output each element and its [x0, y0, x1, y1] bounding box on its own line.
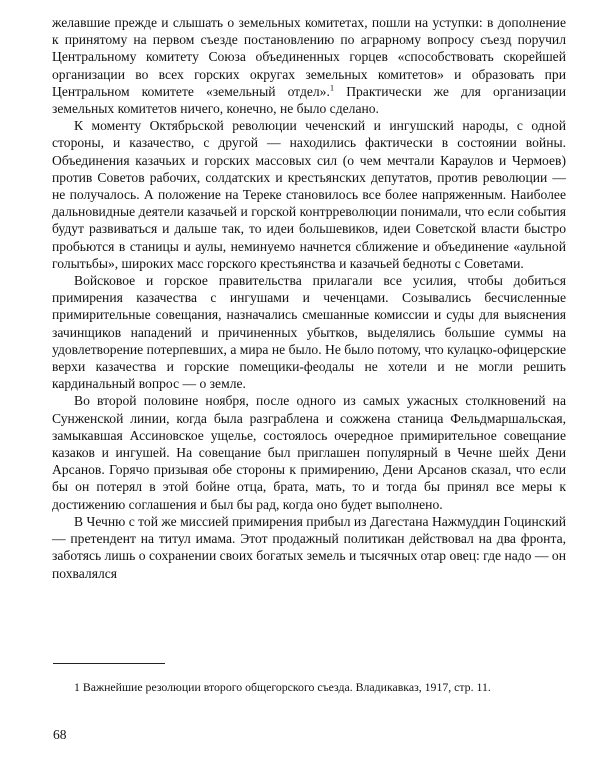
page-number: 68	[53, 727, 67, 742]
paragraph-2: К моменту Октябрьской революции чеченский и ингушский народы, с одной стороны, и казачество, с другой — находились фактически в состоянии войны. Объединения казачьих и горских массовых сил (о чем мечтали Караулов и Чермоев) против Советов рабочих, солдатских и крестьянских депутатов, против революции — не получалось. А положение на Тереке становилось все более напряженным. Наиболее дальновидные деятели казачьей и горской контрреволюции понимали, что если события будут развиваться и дальше так, то идеи большевиков, идеи Советской власти быстро пробьются в станицы и аулы, неминуемо начнется сближение и объединение «аульной голытьбы», широких масс горского крестьянства и казачьей бедноты с Советами.	[52, 118, 566, 271]
footnote-reference: 1	[329, 82, 335, 93]
paragraph-3: Войсковое и горское правительства прилагали все усилия, чтобы добиться примирения казачества с ингушами и чеченцами. Созывались бесчисленные примирительные совещания, назначались смешанные комиссии и суды для выяснения зачинщиков нападений и причиненных убытков, выделялись большие суммы на удовлетворение потерпевших, а мира не было. Не было потому, что кулацко-офицерские верхи казачества и горские помещики-феодалы не хотели и не могли решить кардинальный вопрос — о земле.	[52, 273, 566, 392]
paragraph-5: В Чечню с той же миссией примирения прибыл из Дагестана Нажмуддин Гоцинский — претендент на титул имама. Этот продажный политикан действовал на два фронта, заботясь лишь о сохранении своих богатых земель и тысячных отар овец: где надо — он похвалялся	[52, 513, 566, 581]
paragraph-1-tail: Практически же для организации земельных комитетов ничего, конечно, не было сделано.	[52, 83, 566, 117]
footnote-divider	[53, 663, 165, 664]
paragraph-1-text: желавшие прежде и слышать о земельных комитетах, пошли на уступки: в дополнение к принятому на первом съезде постановлению по аграрному вопросу съезд поручил Центральному комитету Союза объединенных горцев «способствовать скорейшей организации во всех горских округах земельных комитетов» и образовать при Центральном комитете «земельный отдел».	[52, 15, 566, 99]
footnote-mark: 1	[74, 680, 80, 694]
paragraph-1	[52, 14, 566, 117]
footnote	[52, 680, 566, 695]
paragraph-4: Во второй половине ноября, после одного из самых ужасных столкновений на Сунженской линии, когда была разграблена и сожжена станица Фельдмаршальская, замыкавшая Ассиновское ущелье, состоялось очередное примирительное совещание казаков и ингушей. На совещание был приглашен популярный в Чечне шейх Дени Арсанов. Горячо призывая обе стороны к примирению, Дени Арсанов сказал, что если бы он потерял в этой бойне отца, брата, мать, то и тогда бы принял все меры к достижению соглашения и был бы рад, когда оно будет выполнено.	[52, 393, 566, 512]
footnote-text: Важнейшие резолюции второго общегорского съезда. Владикавказ, 1917, стр. 11.	[79, 680, 491, 694]
main-text	[52, 14, 566, 582]
